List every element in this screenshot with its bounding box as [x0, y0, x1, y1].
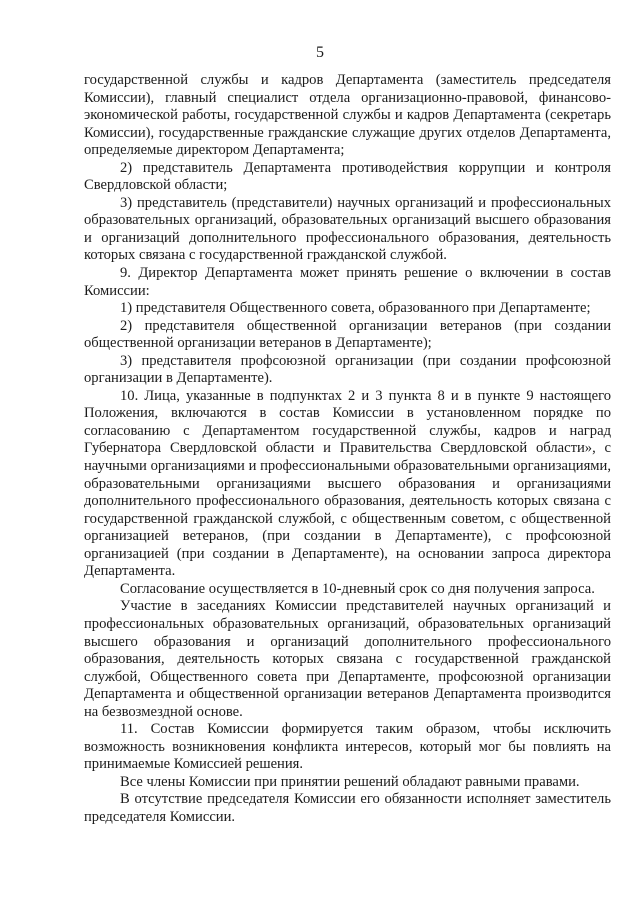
paragraph: 2) представитель Департамента противодействия коррупции и контроля Свердловской области;	[84, 159, 611, 194]
paragraph: 3) представитель (представители) научных организаций и профессиональных образовательных организаций, образовательных организаций высшего образования и организаций дополнительного профессионального образования, деятельность которых связана с государственной гражданской службой.	[84, 194, 611, 264]
paragraph: государственной службы и кадров Департамента (заместитель председателя Комиссии), главный специалист отдела организационно-правовой, финансово-экономической работы, государственной службы и кадров Департамента (секретарь Комиссии), государственные гражданские служащие других отделов Департамента, определяемые директором Департамента;	[84, 72, 611, 159]
paragraph: 2) представителя общественной организации ветеранов (при создании общественной организации ветеранов в Департаменте);	[84, 317, 611, 352]
paragraph: В отсутствие председателя Комиссии его обязанности исполняет заместитель председателя Комиссии.	[84, 791, 611, 825]
paragraph: 10. Лица, указанные в подпунктах 2 и 3 пункта 8 и в пункте 9 настоящего Положения, включаются в состав Комиссии в установленном порядке по согласованию с Департаментом государственной службы, кадров и наград Губернатора Свердловской области и Правительства Свердловской области», с научными организациями и профессиональными образовательными организациями, образовательными организациями высшего образования и организациями дополнительного профессионального образования, деятельность которых связана с государственной гражданской службой, с общественным советом, с общественной организацией ветеранов, (при создании в Департаменте), с профсоюзной организацией (при создании в Департаменте), на основании запроса директора Департамента.	[84, 387, 611, 580]
paragraph: Участие в заседаниях Комиссии представителей научных организаций и профессиональных образовательных организаций, образовательных организаций высшего образования и организаций дополнительного профессионального образования, деятельность которых связана с государственной гражданской службой, Общественного совета при Департаменте, профсоюзной организации Департамента и общественной организации ветеранов Департамента производится на безвозмездной основе.	[84, 598, 611, 720]
document-body	[84, 72, 611, 827]
paragraph: 11. Состав Комиссии формируется таким образом, чтобы исключить возможность возникновения конфликта интересов, который мог бы повлиять на принимаемые Комиссией решения.	[84, 721, 611, 773]
paragraph: 9. Директор Департамента может принять решение о включении в состав Комиссии:	[84, 265, 611, 299]
paragraph: 3) представителя профсоюзной организации (при создании профсоюзной организации в Департаменте).	[84, 352, 611, 387]
page-number: 5	[316, 44, 324, 61]
paragraph: Согласование осуществляется в 10-дневный срок со дня получения запроса.	[120, 580, 595, 597]
paragraph: 1) представителя Общественного совета, образованного при Департаменте;	[120, 300, 591, 317]
paragraph: Все члены Комиссии при принятии решений обладают равными правами.	[120, 773, 580, 790]
